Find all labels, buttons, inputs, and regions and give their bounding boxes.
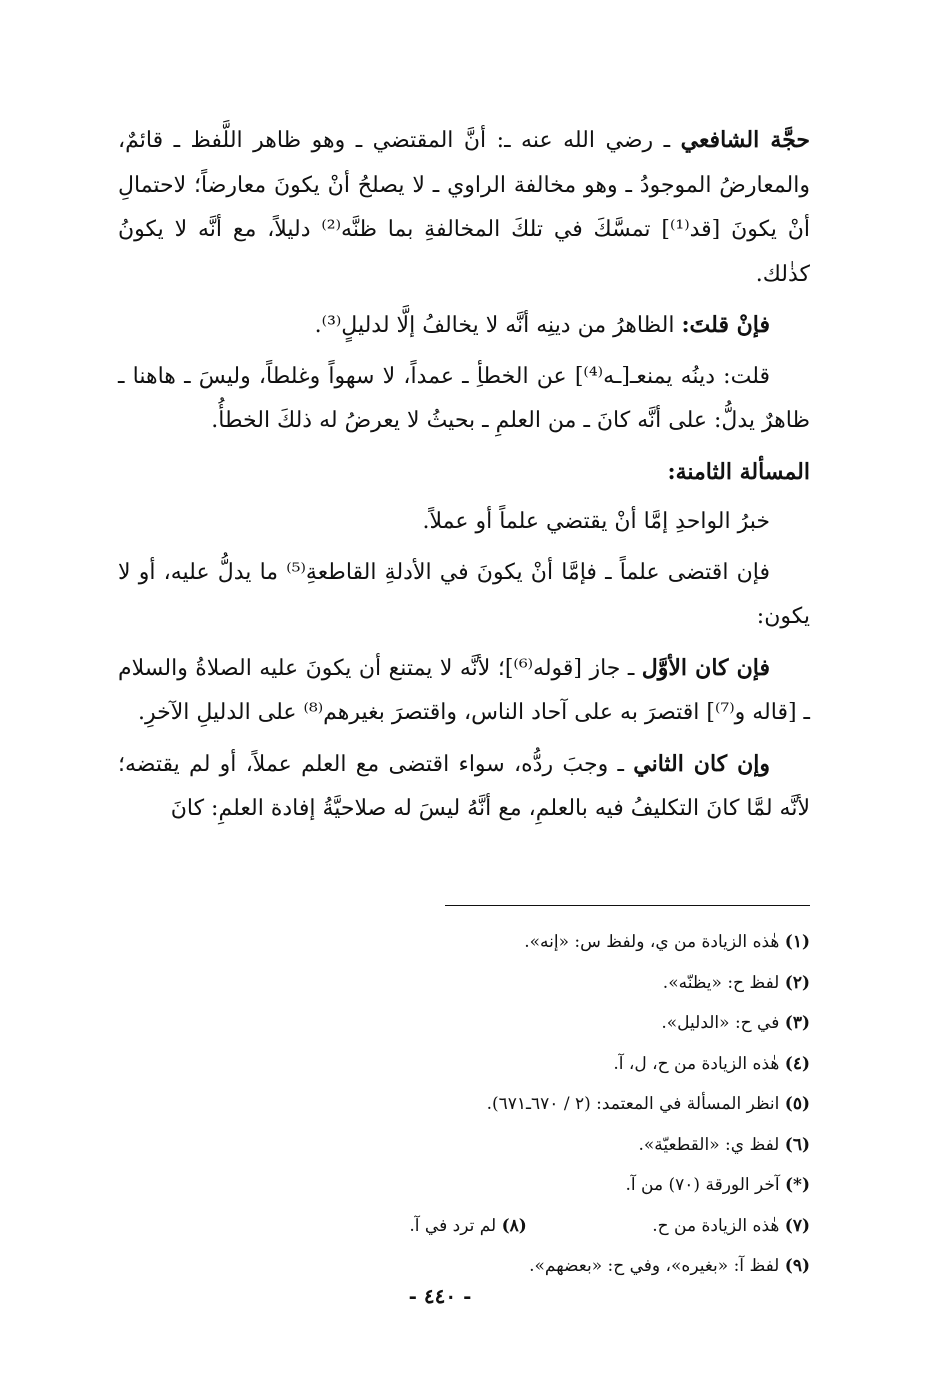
page-number: - ٤٤٠ - xyxy=(408,1284,472,1308)
paragraph-text: قلت: دينُه يمنعـ[ـه⁽⁴⁾] عن الخطأِ ـ عمداً، لا سهواً وغلطاً، وليسَ ـ هاهنا ـ ظاهرٌ يدلُّ: على أنَّه كانَ ـ من العلمِ ـ بحيثُ لا يعرضُ له ذلكَ الخطأُ. xyxy=(118,363,810,433)
footnote-separator xyxy=(445,905,810,906)
paragraph-lead: وإن كان الثاني xyxy=(633,750,770,777)
footnote-number: (٩) xyxy=(784,1256,810,1276)
footnote-pair xyxy=(300,1206,810,1247)
paragraph-text: ـ جاز [قوله⁽⁶⁾]؛ لأنَّه لا يمتنع أن يكونَ عليه الصلاةُ والسلام ـ [قاله و⁽⁷⁾] اقتصرَ به على آحاد الناس، واقتصرَ بغيرهم⁽⁸⁾ على الدليلِ الآخرِ. xyxy=(118,655,810,725)
footnote-text: لم ترد في آ. xyxy=(409,1215,497,1236)
footnotes xyxy=(300,922,810,1287)
footnote-number: (*) xyxy=(785,1175,810,1195)
footnote-number: (٣) xyxy=(784,1013,810,1033)
footnote-item xyxy=(300,1246,810,1287)
footnote-item xyxy=(409,1216,526,1236)
footnote-text: في ح: «الدليل». xyxy=(661,1013,780,1033)
paragraph-text: فإن اقتضى علماً ـ فإمَّا أنْ يكونَ في الأدلةِ القاطعةِ⁽⁵⁾ ما يدلُّ عليه، أو لا يكون: xyxy=(118,559,810,629)
footnote-text: لفظ آ: «بغيره»، وفي ح: «بعضهم». xyxy=(529,1256,780,1276)
paragraph-lead: فإنْ قلتَ: xyxy=(681,312,770,338)
footnote-text: هٰذه الزيادة من ح. xyxy=(652,1215,780,1236)
paragraph-second-case xyxy=(118,742,810,832)
paragraph-shafii-argument xyxy=(118,118,810,297)
paragraph-text: ـ وجبَ ردُّه، سواء اقتضى مع العلم عملاً، أو لم يقتضه؛ لأنَّه لمَّا كانَ التكليفُ فيه بالعلمِ، مع أنَّهُ ليسَ له صلاحيَّةُ إفادة العلمِ: كانَ xyxy=(118,751,810,821)
paragraph-text: ـ رضي الله عنه ـ: أنَّ المقتضي ـ وهو ظاهر اللَّفظ ـ قائمٌ، والمعارضُ الموجودُ ـ وهو مخالفة الراوي ـ لا يصلحُ أنْ يكونَ معارضاً؛ لاحتمالِ أنْ يكونَ [قد⁽¹⁾] تمسَّكَ في تلكَ المخالفةِ بما ظنَّه⁽²⁾ دليلاً، مع أنَّه لا يكونُ كذٰلك. xyxy=(118,128,810,287)
footnote-item xyxy=(300,1003,810,1044)
footnote-item xyxy=(300,1125,810,1166)
footnote-item xyxy=(300,1084,810,1125)
footnote-text: هٰذه الزيادة من ح، ل، آ. xyxy=(613,1053,780,1074)
paragraph-text: خبرُ الواحدِ إمَّا أنْ يقتضي علماً أو عملاً. xyxy=(422,509,770,534)
footnote-text: آخر الورقة (٧٠) من آ. xyxy=(625,1175,780,1195)
footnote-item xyxy=(647,1216,810,1236)
footnote-number: (٤) xyxy=(784,1053,810,1074)
paragraph-khabar-wahid xyxy=(118,500,810,545)
footnote-text: لفظ ح: «يظنّه». xyxy=(662,972,780,993)
footnote-text: لفظ ي: «القطعيّة». xyxy=(638,1134,780,1155)
paragraph-text: الظاهرُ من دينِه أنَّه لا يخالفُ إلَّا لدليلٍ⁽³⁾. xyxy=(314,313,682,338)
paragraph-if-knowledge xyxy=(118,551,810,640)
footnote-number: (٧) xyxy=(784,1215,810,1236)
footnote-text: انظر المسألة في المعتمد: (٢ / ٦٧٠ـ٦٧١). xyxy=(486,1094,780,1114)
footnote-item xyxy=(300,963,810,1004)
footnote-number: (٢) xyxy=(784,972,810,993)
paragraph-objection xyxy=(118,303,810,349)
footnote-number: (١) xyxy=(784,932,810,952)
footnote-text: هٰذه الزيادة من ي، ولفظ س: «إنه». xyxy=(524,932,780,952)
paragraph-lead: فإن كان الأوَّل xyxy=(641,654,771,681)
paragraph-lead: حجَّة الشافعي xyxy=(680,127,810,153)
footnote-number: (٦) xyxy=(784,1134,810,1155)
main-text xyxy=(118,118,810,838)
paragraph-first-case xyxy=(118,646,810,736)
footnote-number: (٨) xyxy=(501,1215,527,1236)
paragraph-reply xyxy=(118,355,810,444)
footnote-item xyxy=(300,922,810,963)
footnote-item xyxy=(300,1165,810,1206)
footnote-item xyxy=(300,1044,810,1085)
footnote-number: (٥) xyxy=(784,1094,810,1114)
section-heading: المسألة الثامنة: xyxy=(667,458,810,485)
